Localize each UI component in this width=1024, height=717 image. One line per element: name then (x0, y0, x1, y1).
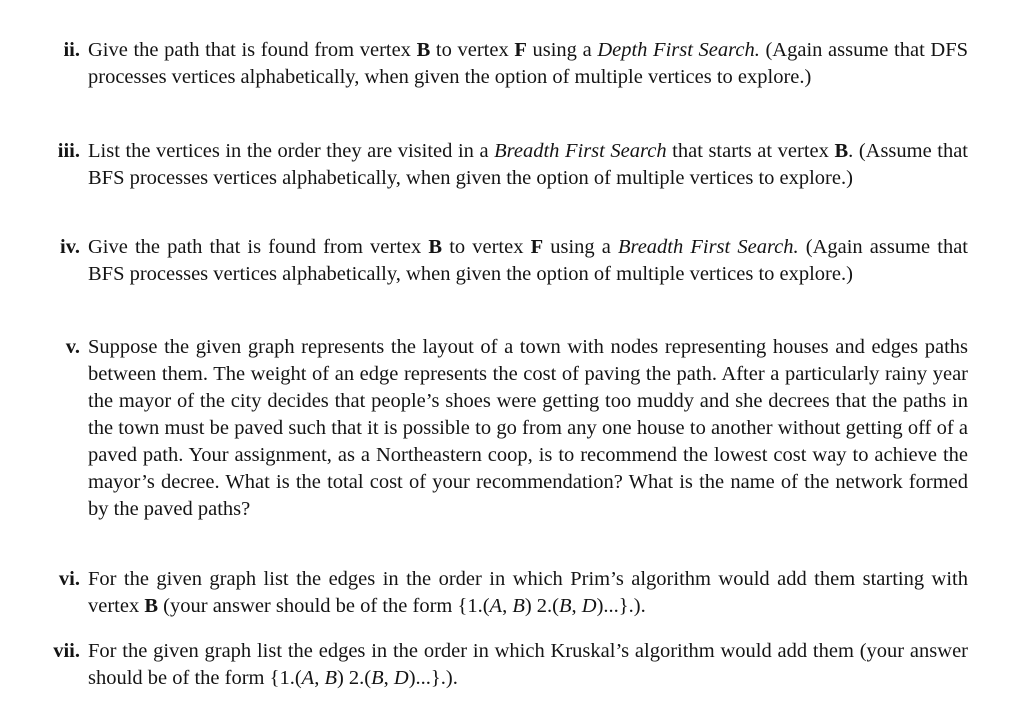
text-run: using a (526, 39, 598, 61)
question-label: v. (65, 336, 80, 358)
vertex-f: F (530, 236, 544, 258)
math-var: B (559, 595, 572, 617)
bfs-term: Breadth First Search. (617, 236, 799, 258)
question-label: vii. (53, 640, 80, 662)
text-run: to vertex (442, 236, 531, 258)
text-run: to vertex (430, 39, 515, 61)
question-text (88, 138, 968, 192)
text-run: (Again assume that DFS processes vertices alphabetically, when given the option of multiple vertices to explore.) (88, 39, 969, 88)
text-run: , (571, 595, 582, 617)
question-text (88, 334, 968, 523)
question-label: vi. (58, 568, 80, 590)
question-text (88, 638, 968, 692)
text-run: List the vertices in the order they are visited in a (88, 140, 495, 162)
vertex-f: F (514, 39, 527, 61)
text-run: For the given graph list the edges in the order in which Prim’s algorithm would add them starting with vertex (88, 568, 968, 617)
text-run: )...}.). (596, 595, 646, 617)
question-label: ii. (63, 39, 80, 61)
text-run: (Again assume that BFS processes vertices alphabetically, when given the option of multiple vertices to explore.) (88, 236, 968, 285)
question-label: iii. (57, 140, 80, 162)
text-run: ) 2.( (336, 667, 372, 689)
math-var: B (512, 595, 525, 617)
math-var: A (489, 595, 503, 617)
dfs-term: Depth First Search. (597, 39, 760, 61)
vertex-b: B (144, 595, 159, 617)
question-text (88, 37, 968, 91)
math-var: A (301, 667, 315, 689)
vertex-b: B (834, 140, 849, 162)
text-run: , (502, 595, 513, 617)
text-run: , (383, 667, 394, 689)
math-var: D (393, 667, 409, 689)
text-run: , (314, 667, 325, 689)
text-run: Give the path that is found from vertex (88, 236, 429, 258)
vertex-b: B (428, 236, 443, 258)
bfs-term: Breadth First Search (494, 140, 667, 162)
math-var: B (371, 667, 384, 689)
question-text (88, 234, 968, 288)
text-run: )...}.). (408, 667, 458, 689)
question-label: iv. (60, 236, 80, 258)
text-run: ) 2.( (524, 595, 560, 617)
text-run: that starts at vertex (666, 140, 835, 162)
text-run: Suppose the given graph represents the layout of a town with nodes representing houses and edges paths between them. The weight of an edge represents the cost of paving the path. After a particularly rainy year the mayor of the city decides that people’s shoes were getting too muddy and she decrees that the paths in the town must be paved such that it is possible to go from any one house to another without getting off of a paved path. Your assignment, as a Northeastern coop, is to recommend the lowest cost way to achieve the mayor’s decree. What is the total cost of your recommendation? What is the name of the network formed by the paved paths? (88, 336, 968, 520)
question-text (88, 566, 968, 620)
text-run: . (Assume that BFS processes vertices alphabetically, when given the option of multiple vertices to explore.) (88, 140, 968, 189)
vertex-b: B (416, 39, 431, 61)
text-run: using a (543, 236, 618, 258)
text-run: (your answer should be of the form {1.( (158, 595, 490, 617)
math-var: D (581, 595, 597, 617)
math-var: B (324, 667, 337, 689)
text-run: For the given graph list the edges in the order in which Kruskal’s algorithm would add them (your answer should be of the form {1.( (88, 640, 968, 689)
text-run: Give the path that is found from vertex (88, 39, 417, 61)
